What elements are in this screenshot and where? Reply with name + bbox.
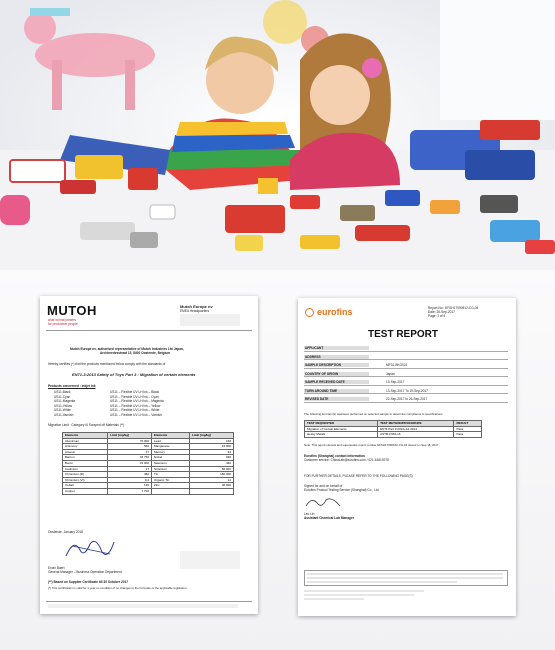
- table-cell: Arsenic: [63, 449, 108, 455]
- test-results-table: [304, 420, 482, 438]
- report-date: Date: 26-Sep-2017: [428, 310, 455, 314]
- table-cell: Cadmium: [63, 466, 108, 472]
- report-contact: Customer service: ChinaLab@eurofins.com / 021-61819278: [304, 458, 389, 462]
- table-cell: 0,2: [108, 477, 152, 483]
- product-code: US11-White: [54, 408, 71, 413]
- field-value: Japan: [386, 371, 395, 376]
- report-disclaimer-box: [304, 570, 508, 586]
- field-label: REVISED DATE: [304, 397, 369, 401]
- mutoh-migration-limit: Migration Limit : Category III Scraped off Materials (**): [48, 423, 125, 427]
- table-cell: ASTM F963-16: [378, 432, 454, 438]
- report-further: FOR FURTHER DETAILS, PLEASE REFER TO THE FOLLOWING PAGE(S): [304, 474, 413, 478]
- table-cell: 70 000: [108, 438, 152, 444]
- table-cell: [190, 488, 234, 494]
- field-label: SAMPLE RECEIVED DATE: [304, 380, 369, 384]
- mutoh-date: Oostende, January 2018: [48, 530, 83, 534]
- table-cell: 18 750: [108, 455, 152, 461]
- table-cell: 56 000: [190, 466, 234, 472]
- table-cell: Cobalt: [63, 483, 108, 489]
- table-cell: 560: [108, 444, 152, 450]
- table-cell: 180 000: [190, 472, 234, 478]
- field-label: TURN AROUND TIME: [304, 389, 369, 393]
- table-cell: Mercury: [152, 449, 190, 455]
- product-code: US11-Magenta: [54, 399, 76, 404]
- mutoh-signer-name: Erwin Baert: [48, 566, 65, 570]
- table-cell: Migration of Certain Elements: [305, 426, 378, 432]
- mutoh-company-sub: EMEA Headquarters: [180, 309, 210, 313]
- table-cell: 94: [190, 449, 234, 455]
- field-label: ADDRESS: [304, 355, 369, 359]
- product-description: US11 – Flexible UV LH Ink – Varnish: [110, 413, 162, 417]
- table-header-cell: TEST REQUESTED: [305, 421, 378, 427]
- table-cell: Heavy Metals: [305, 432, 378, 438]
- table-cell: 160: [190, 438, 234, 444]
- report-page: Page: 1 of 4: [428, 314, 446, 318]
- mutoh-footnote-1: (**) Based on Supplier Certificate till 30 October 2017: [48, 580, 129, 584]
- report-title: TEST REPORT: [368, 329, 439, 340]
- mutoh-heading-2: Archimedesstraat 13, 8400 Oostende, Belgium: [100, 351, 171, 355]
- product-code: US11-Black: [54, 390, 71, 394]
- mutoh-certificate: [40, 296, 258, 614]
- report-note: Note: This report cancels and supersedes report number EFSH17090912-CG-04 issued on Sep 18, 2017: [304, 443, 439, 447]
- table-header-cell: TEST METHOD/PROCEDURE: [378, 421, 454, 427]
- table-cell: 12: [190, 477, 234, 483]
- table-cell: 7 700: [108, 488, 152, 494]
- table-cell: 17: [108, 466, 152, 472]
- mutoh-tagline-1: wide format printers: [48, 318, 76, 322]
- report-signed-2: Eurofins Product Testing Service (Shanghai) Co., Ltd: [304, 488, 379, 492]
- report-signed-1: Signed for and on behalf of: [304, 484, 343, 488]
- table-cell: 15 000: [190, 444, 234, 450]
- eurofins-logo: eurofins: [317, 307, 353, 317]
- table-cell: Pass: [454, 432, 482, 438]
- mutoh-signer-title: General Manager – Business Operation Department: [48, 570, 122, 574]
- table-cell: 460: [190, 460, 234, 466]
- table-cell: 47: [108, 449, 152, 455]
- field-label: APPLICANT: [304, 346, 369, 350]
- mutoh-footnote-2: (*) This certification is valid for 1 year on condition of no changes to the formulae or the applicable legislation: [48, 586, 187, 590]
- product-code: US11-Varnish: [54, 413, 74, 417]
- mutoh-logo: MUTOH: [47, 303, 97, 318]
- mutoh-company: Mutoh Europe nv: [180, 304, 213, 309]
- table-cell: Antimony: [63, 444, 108, 450]
- mutoh-heading-1: Mutoh Europe nv, authorised representative of Mutoh Industries Ltd Japan,: [70, 347, 184, 351]
- field-value: 13-Sep-2017 To 19-Sep-2017: [386, 388, 428, 393]
- table-header-cell: Limit [mg/kg]: [108, 433, 152, 439]
- table-cell: 930: [190, 455, 234, 461]
- table-cell: Strontium: [152, 466, 190, 472]
- mutoh-products-label: Products concerned : Inkjet Ink: [48, 384, 96, 388]
- eurofins-logo-icon: [305, 308, 314, 317]
- table-cell: Tin: [152, 472, 190, 478]
- report-number: Report No.: EFSH17090912-CG-04: [428, 306, 479, 310]
- mutoh-tagline-2: for productive people: [48, 322, 78, 326]
- table-cell: 46 000: [190, 483, 234, 489]
- mutoh-standard: EN71-3:2013 Safety of Toys Part 3 : Migration of certain elements: [72, 372, 196, 377]
- table-cell: Pass: [454, 426, 482, 432]
- mutoh-signature: [62, 534, 117, 562]
- table-cell: Organic Tin: [152, 477, 190, 483]
- table-cell: Chromium (III): [63, 472, 108, 478]
- field-value: 22-Sep-2017 to 26-Sep-2017: [386, 397, 428, 401]
- table-cell: 15 000: [108, 460, 152, 466]
- table-cell: Lead: [152, 438, 190, 444]
- table-header-cell: Limit [mg/kg]: [190, 433, 234, 439]
- table-row: [305, 432, 482, 438]
- product-description: US11 – Flexible UV LH Ink – Yellow: [110, 403, 161, 408]
- product-code: US11-Yellow: [54, 403, 72, 408]
- table-cell: Barium: [63, 455, 108, 461]
- table-cell: Nickel: [152, 455, 190, 461]
- table-cell: EN71 Part 3:2013+A1:2014: [378, 426, 454, 432]
- product-description: US11 – Flexible UV LH Ink – Black: [110, 390, 160, 394]
- product-description: US11 – Flexible UV LH Ink – Magenta: [110, 399, 164, 404]
- field-value: 13-Sep-2017: [386, 380, 405, 384]
- table-cell: Manganese: [152, 444, 190, 450]
- product-code: US11-Cyan: [54, 394, 71, 399]
- table-cell: 130: [108, 483, 152, 489]
- table-cell: Copper: [63, 488, 108, 494]
- table-cell: Selenium: [152, 460, 190, 466]
- table-row: [63, 488, 234, 494]
- product-description: US11 – Flexible UV LH Ink – Cyan: [110, 394, 159, 399]
- table-cell: 460: [108, 472, 152, 478]
- table-cell: Boron: [63, 460, 108, 466]
- table-header-cell: Elements: [152, 433, 190, 439]
- eurofins-test-report: [298, 298, 516, 616]
- table-cell: Aluminium: [63, 438, 108, 444]
- mutoh-certify: Hereby certifies (*) that the products mentioned below comply with the standards of: [48, 362, 166, 366]
- table-cell: Zinc: [152, 483, 190, 489]
- product-description: US11 – Flexible UV LH Ink – White: [110, 408, 160, 413]
- kids-playing-photo: [0, 0, 555, 270]
- field-label: COUNTRY OF ORIGIN: [304, 372, 369, 376]
- photo-illustration: [0, 0, 555, 270]
- table-header-cell: Elements: [63, 433, 108, 439]
- field-value: MP31-BKG02J: [386, 363, 408, 367]
- report-summary: The following test item(s) was/were performed on selected sample to determine compliance to specifications: [304, 412, 443, 416]
- report-sign-title: Assistant Chemical Lab Manager: [304, 516, 354, 520]
- mutoh-elements-table: [62, 432, 234, 495]
- report-contact-label: Eurofins (Shanghai) contact information: [304, 454, 365, 458]
- field-label: SAMPLE DESCRIPTION: [304, 363, 369, 367]
- table-cell: [152, 488, 190, 494]
- report-sign-name: Leo Lin: [304, 512, 315, 516]
- eurofins-signature: [304, 494, 344, 510]
- mutoh-stamp: [180, 551, 240, 569]
- table-cell: Chromium (VI): [63, 477, 108, 483]
- table-header-cell: RESULT: [454, 421, 482, 427]
